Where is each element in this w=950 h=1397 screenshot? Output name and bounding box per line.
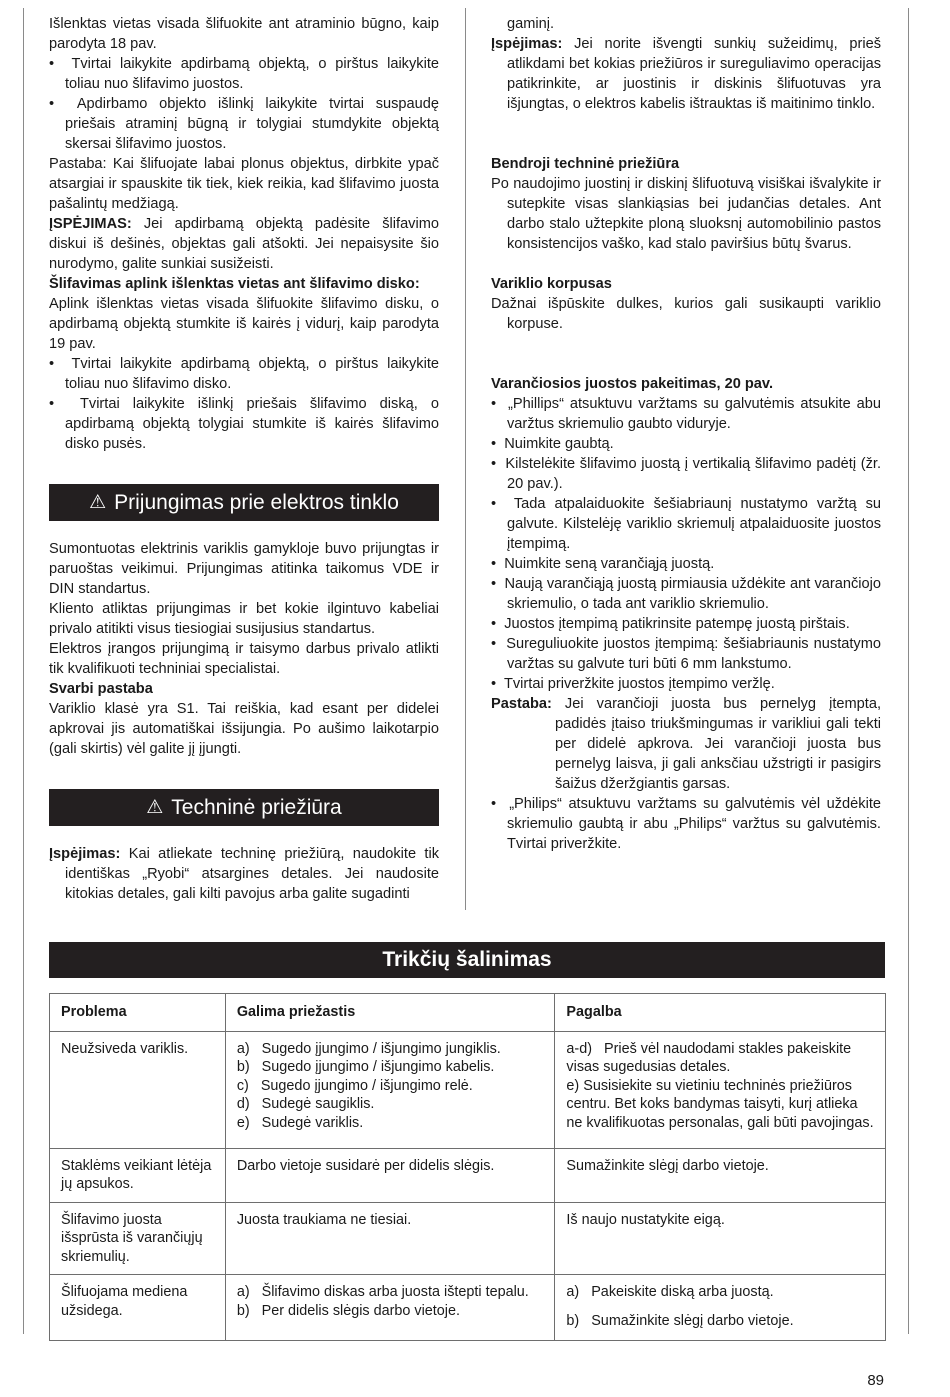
troubleshooting-table	[49, 993, 886, 1341]
continued-text: gaminį.	[507, 16, 555, 32]
belt-step: • Tvirtai priveržkite juostos įtempimo veržlę.	[491, 676, 775, 692]
connection-paragraph: Sumontuotas elektrinis variklis gamykloje buvo prijungtas ir paruoštas veikimui. Prijungimas atitinka taikomus VDE ir DIN standartus.	[49, 541, 439, 597]
help-cell	[555, 1275, 886, 1341]
section-banner-maintenance	[49, 789, 439, 826]
help-item: a-d) Prieš vėl naudodami stakles pakeiskite visas sugedusias detales.	[566, 1040, 852, 1075]
column-divider	[465, 8, 466, 910]
cause-item: a) Šlifavimo diskas arba juosta ištepti tepalu.	[236, 1284, 529, 1300]
motor-housing-paragraph: Dažnai išpūskite dulkes, kurios gali susikaupti variklio korpuse.	[491, 296, 881, 332]
belt-note	[491, 694, 881, 794]
left-column	[49, 14, 439, 904]
warning-label: ĮSPĖJIMAS:	[49, 216, 132, 232]
problem-cell: Šlifuojama mediena užsidega.	[50, 1275, 226, 1341]
warning-paragraph	[49, 214, 439, 274]
problem-cell: Neužsiveda variklis.	[50, 1031, 226, 1148]
cause-item: e) Sudegė variklis.	[236, 1114, 364, 1131]
connection-paragraph: Kliento atliktas prijungimas ir bet kokie ilgintuvo kabeliai privalo atitikti visus tiesiogiai susijusius standartus.	[49, 601, 439, 637]
bullet-item: • Tvirtai laikykite išlinkį priešais šlifavimo diską, o apdirbamą objektą tolygiai stumkite iš kairės šlifavimo disko pusės.	[49, 396, 439, 452]
table-row	[50, 1202, 886, 1275]
curve-sanding-paragraph: Išlenktas vietas visada šlifuokite ant atraminio būgno, kaip parodyta 18 pav.	[49, 16, 439, 52]
belt-step: • Kilstelėkite šlifavimo juostą į vertikalią šlifavimo padėtį (žr. 20 pav.).	[491, 456, 881, 492]
note-text: Jei varančioji juosta bus pernelyg įtempta, padidės įtaiso triukšmingumas ir varikliui gali tekti per didelė apkrova. Jei varančioji juosta bus pernelyg laisva, ji gali anksčiau užstrigti ir pasigirs šaižus džeržgiantis garsas.	[551, 696, 881, 792]
table-header-row	[50, 994, 886, 1032]
cause-cell	[225, 1031, 555, 1148]
belt-step: • Nuimkite seną varančiąją juostą.	[491, 556, 715, 572]
disc-sanding-heading: Šlifavimas aplink išlenktas vietas ant šlifavimo disko:	[49, 276, 420, 292]
warning-text: Kai atliekate techninę priežiūrą, naudokite tik identiškas „Ryobi“ atsargines detales. Jei naudosite kitokias detales, gali kilti pavojus arba galite sugadinti	[65, 846, 439, 902]
cause-cell: Darbo vietoje susidarė per didelis slėgis.	[225, 1148, 555, 1202]
section-title: Prijungimas prie elektros tinklo	[114, 490, 399, 514]
belt-step: • Juostos įtempimą patikrinsite patempę juostą pirštais.	[491, 616, 850, 632]
help-item: a) Pakeiskite diską arba juostą.	[566, 1284, 774, 1300]
connection-paragraph: Elektros įrangos prijungimą ir taisymo darbus privalo atlikti tik kvalifikuoti techniniai specialistai.	[49, 641, 439, 677]
left-margin-rule	[23, 8, 24, 1334]
bullet-item: • Tvirtai laikykite apdirbamą objektą, o pirštus laikykite toliau nuo šlifavimo juostos.	[49, 56, 439, 92]
cause-item: d) Sudegė saugiklis.	[236, 1096, 375, 1112]
note-paragraph: Pastaba: Kai šlifuojate labai plonus objektus, dirbkite ypač atsargiai ir spauskite tik tiek, kiek reikia, kad šlifavimo juosta pašalintų medžiagą.	[49, 156, 439, 212]
warning-text: Jei apdirbamą objektą padėsite šlifavimo diskui iš dešinės, objektas gali atšokti. Jei nepaisysite šio nurodymo, galite sunkiai susižeisti.	[49, 216, 439, 272]
cause-item: b) Per didelis slėgis darbo vietoje.	[236, 1302, 461, 1319]
warning-text: Jei norite išvengti sunkių sužeidimų, prieš atlikdami bet kokias priežiūros ir sureguliavimo operacijas patikrinkite, ar juostinis ir diskinis šlifuotuvas yra išjungtas, o elektros kabelis ištrauktas iš maitinimo tinklo.	[507, 36, 881, 112]
table-row	[50, 1148, 886, 1202]
maintenance-warning	[49, 844, 439, 904]
right-column	[491, 14, 881, 854]
column-header: Problema	[50, 994, 226, 1032]
note-label: Pastaba:	[491, 696, 552, 712]
motor-housing-heading: Variklio korpusas	[491, 276, 612, 292]
help-cell: Iš naujo nustatykite eigą.	[555, 1202, 886, 1275]
warning-paragraph	[491, 34, 881, 114]
cause-cell: Juosta traukiama ne tiesiai.	[225, 1202, 555, 1275]
bullet-item: • Apdirbamo objekto išlinkį laikykite tvirtai suspaudę priešais atraminį būgną ir tolygiai stumdykite objektą skersai šlifavimo juostos.	[49, 96, 439, 152]
cause-item: a) Sugedo įjungimo / išjungimo jungiklis.	[236, 1040, 501, 1057]
troubleshooting-title: Trikčių šalinimas	[382, 948, 552, 971]
cause-item: b) Sugedo įjungimo / išjungimo kabelis.	[236, 1059, 495, 1075]
problem-cell: Staklėms veikiant lėtėja jų apsukos.	[50, 1148, 226, 1202]
belt-step: • „Phillips“ atsuktuvu varžtams su galvutėmis atsukite abu varžtus skriemulio gaubto viduryje.	[491, 396, 881, 432]
page-number: 89	[867, 1372, 884, 1389]
table-row	[50, 1275, 886, 1341]
disc-sanding-paragraph: Aplink išlenktas vietas visada šlifuokite šlifavimo disku, o apdirbamą objektą stumkite iš kairės į vidurį, kaip parodyta 19 pav.	[49, 296, 439, 352]
section-banner-connection	[49, 484, 439, 521]
belt-step: • „Philips“ atsuktuvu varžtams su galvutėmis vėl uždėkite skriemulio gaubtą ir abu „Philips“ varžtus su galvutėmis. Tvirtai priveržkite.	[491, 796, 881, 852]
warning-triangle-icon: ⚠	[146, 796, 164, 818]
help-item: b) Sumažinkite slėgį darbo vietoje.	[566, 1312, 794, 1329]
warning-label: Įspėjimas:	[491, 36, 563, 52]
problem-cell: Šlifavimo juosta išsprūsta iš varančiųjų skriemulių.	[50, 1202, 226, 1275]
bullet-item: • Tvirtai laikykite apdirbamą objektą, o pirštus laikykite toliau nuo šlifavimo disko.	[49, 356, 439, 392]
section-title: Techninė priežiūra	[171, 795, 342, 819]
general-maintenance-paragraph: Po naudojimo juostinį ir diskinį šlifuotuvą visiškai išvalykite ir sutepkite visas slankiąsias bei judančias detales. Ant darbo stalo užtepkite ploną sluoksnį automobilinio pastos konsistencijos vaško, kad stalo paviršius būtų švarus.	[491, 176, 881, 252]
drive-belt-heading: Varančiosios juostos pakeitimas, 20 pav.	[491, 376, 773, 392]
troubleshooting-banner	[49, 942, 885, 978]
general-maintenance-heading: Bendroji techninė priežiūra	[491, 156, 680, 172]
belt-step: • Tada atpalaiduokite šešiabriaunį nustatymo varžtą su galvute. Kilstelėję variklio skriemulį atpalaiduosite juostos įtempimą.	[491, 496, 881, 552]
belt-step: • Nuimkite gaubtą.	[491, 436, 614, 452]
warning-triangle-icon: ⚠	[89, 491, 107, 513]
column-header: Pagalba	[555, 994, 886, 1032]
cause-cell	[225, 1275, 555, 1341]
help-item: e) Susisiekite su vietiniu techninės priežiūros centru. Bet koks bandymas taisyti, kurį atlieka ne kvalifikuotas personalas, gali būti pavojingas.	[566, 1077, 874, 1131]
belt-step: • Naują varančiąją juostą pirmiausia uždėkite ant varančiojo skriemulio, o tada ant variklio skriemulio.	[491, 576, 881, 612]
right-margin-rule	[908, 8, 909, 1334]
important-note-heading: Svarbi pastaba	[49, 681, 153, 697]
help-cell: Sumažinkite slėgį darbo vietoje.	[555, 1148, 886, 1202]
cause-item: c) Sugedo įjungimo / išjungimo relė.	[236, 1077, 473, 1094]
help-cell	[555, 1031, 886, 1148]
column-header: Galima priežastis	[225, 994, 555, 1032]
important-note-paragraph: Variklio klasė yra S1. Tai reiškia, kad esant per didelei apkrovai jis automatiškai išsijungia. Po aušimo laikotarpio (gali skirtis) vėl galite jį įjungti.	[49, 701, 439, 757]
belt-step: • Sureguliuokite juostos įtempimą: šešiabriaunis nustatymo varžtas su galvute turi būti 6 mm lankstumo.	[491, 636, 881, 672]
warning-label: Įspėjimas:	[49, 846, 121, 862]
table-row	[50, 1031, 886, 1148]
